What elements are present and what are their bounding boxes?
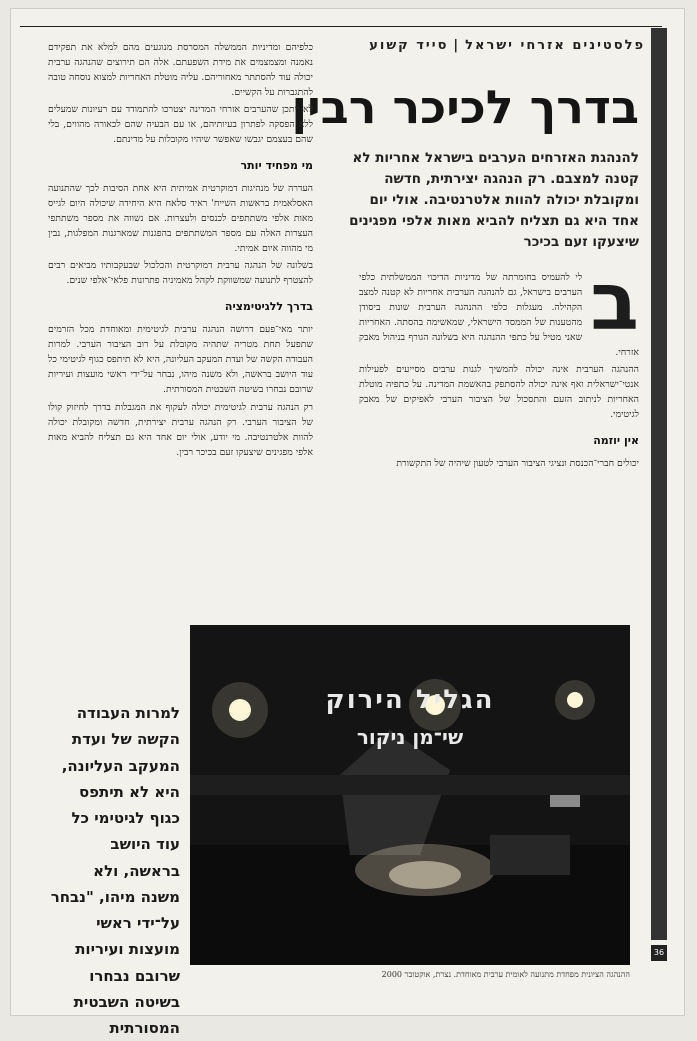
section-name: פלסטינים אזרחי ישראל — [465, 38, 645, 53]
drop-cap: ב — [590, 255, 639, 348]
body-paragraph: בשלונה של הנהגה ערבית דמוקרטית והכלכול שבעקבותיו מביאים רבים להצטרף לתנועה שמשווקת לקהל מאמיניה פתרונות פלאי־אלפי שנים. — [48, 260, 313, 287]
header-separator: | — [453, 38, 461, 53]
body-paragraph: יותר מאי־פעם דרושה הנהגה ערבית לגיטימית ומאוחדת מכל הזרמים שתפעל תחת מטריה שתהיה מקובלת על רוב הציבור הערבי. למרות העבודה הקשה של ועדת המעקב העליונה, היא לא תיתפס כגוף לגיטימי כל עוד היושב בראשה, ולא משנה מיהו, נבחר על־ידי ראשי מועצות ועיריות שרובם נבחרו בשיטה השבטית המסורתית. — [48, 324, 313, 396]
body-paragraph: רק הנהגה ערבית לגיטימית יכולה לעקוף את המגבלות בדרך לחיזוק קולו של הציבור הערבי. רק הנהגה ערבית יצירתית, חדשה ומקובלת יכולה להוות אלטרנטיבה. מי יודע, אולי יום אחד היא גם תצליח להביא מאות אלפי מפגינים שיצעקו זעם בכיכר רבין. — [48, 401, 313, 458]
article-subhead: להנהגת האזרחים הערבים בישראל אחריות לא קטנה למצבם. רק הנהגה יצירתית, חדשה ומקובלת יכולה להוות אלטרנטיבה. אולי יום אחד היא גם תצליח להביא מאות אלפי מפגינים שיצעקו זעם בכיכר — [349, 150, 639, 250]
section-heading: אין יוזמה — [593, 434, 639, 448]
body-paragraph: לי להעמיס בחומרתה של מדיניות הדיכוי הממשלתית כלפי הערבים בישראל, גם להנהגה הערבית אחריות לא קטנה למצב הקהילה. מעגלות כלפי ההנהגה הערבית שונות ביסודן מהטענות של הממסד הישראלי, שמאשימה בהסתה. האחריות שאני מטיל על כתפי ההנהגה היא בשלונה הגורף בניהול מאבק אזרחי. — [359, 272, 639, 359]
page-number: 36 — [651, 945, 667, 961]
section-header — [369, 38, 645, 53]
pull-quote: למרות העבודה הקשה של ועדת המעקב העליונה, היא לא תיתפס כגוף לגיטימי כל עוד היושב בראשה, ולא משנה מיהו, "נבחר על־ידי ראשי מועצות ועיריות שרובם נבחרו בשיטה השבטית המסורתית — [50, 704, 180, 1037]
sign-text-line-2: שי־מן ניקור — [356, 725, 464, 749]
article-headline: בדרך לכיכר רבין — [291, 80, 639, 134]
photo-caption: ההנהגה הציונית מפחדת מתנועה לאומית ערבית מאוחדת. נצרת, אוקטובר 2000 — [381, 970, 630, 979]
section-heading: מי מפחיד יותר — [240, 159, 313, 173]
protest-photo — [190, 625, 630, 965]
top-rule — [20, 26, 662, 27]
author-name: סייד קשוע — [369, 38, 449, 53]
body-paragraph: יכולים חברי־הכנסת ונציגי הציבור הערבי לטעון שיהיה של התקשורת — [396, 458, 639, 470]
body-paragraph: כלפיהם ומדיניות הממשלה המסרסת מנוגעים מהם למלא את תפקידם נאמנה ומצמצמים את מידת השפעתם. אלה הם תירוצים שהנהגה ערבית יכולה עוד להסתתר מאחוריהם. עליה מוטלת האחריות למצוא נוסחה טובה להתגברות על הקשיים. — [48, 42, 313, 99]
body-paragraph: לא ייתכן שהערבים אזרחי המדינה יצטרכו להתמודד עם רעיונות שמעלים ללא הפסקה לפתרון בעיותיהם, או עם הבעיה שהם לכאורה מהווים, בלי שהם בעצמם יגבשו שאפשר שיהיו מקובלות על מדינתם. — [48, 104, 313, 146]
body-paragraph: העדרה של מנהיגות דמוקרטית אמיתית היא אחת הסיבות לכך שהתנועה האסלאמית בראשות השייח' ראיד סלאח היא היחידה שיכולה היום לגייס מאות אלפי משתתפים לכנסים ולעצרות. אם נשווה את מספר משתתפי העצרות האלה עם מספר המשתתפים בהפגנות שמארגנות המפלגות, נבין מי מהווה איום אמיתי. — [48, 183, 313, 255]
sign-text-line-1: הגליל הירוק — [325, 685, 495, 715]
body-paragraph: ההנהגה הערבית אינה יכולה להמשיך לגנות ערבים מסייעים לפעילות אנטי־ישראלית ואף אינה יכולה להסתפק בהאשמת המדינה. על כתפיה מוטלת האחריות לניתוב הזעם והתסכול של הציבור הערבי לאפיקים של מאבק לגיטימי. — [359, 364, 639, 421]
section-sidebar-strip — [651, 28, 667, 940]
right-column — [359, 255, 639, 610]
section-heading: בדרך ללגיטימציה — [224, 300, 313, 314]
left-column — [48, 40, 313, 590]
photo-scene — [190, 625, 630, 965]
